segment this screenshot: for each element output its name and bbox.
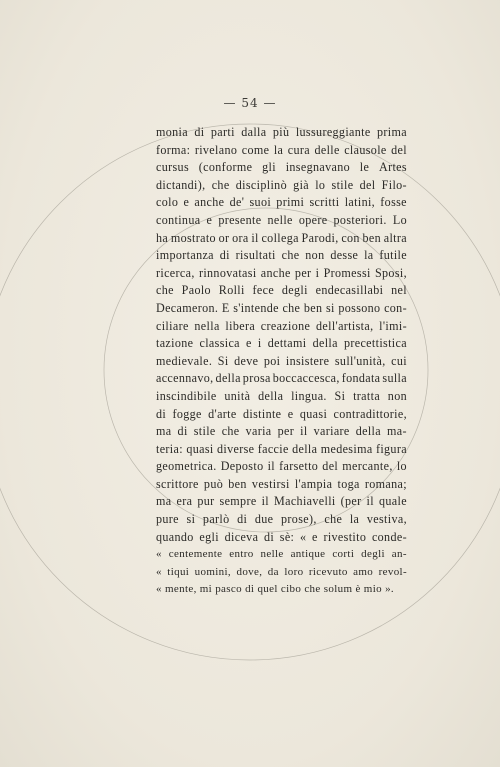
text-line: che Paolo Rolli fece degli endecasillabi nel (156, 283, 407, 298)
text-line: pure si parlò di due prose), che la vestiva, (156, 512, 407, 527)
text-line: di fogge d'arte distinte e quasi contradittorie, (156, 406, 407, 421)
text-line: ha mostrato or ora il collega Parodi, con ben altra (156, 230, 407, 245)
text-line: cursus (conforme gli insegnavano le Artes (156, 160, 407, 175)
page-number: — 54 — (223, 96, 277, 110)
text-line: inscindibile unità della lingua. Si tratta non (156, 388, 407, 403)
text-line: accennavo, della prosa boccaccesca, fondata sulla (156, 371, 407, 386)
text-line: scrittore può ben vestirsi l'ampia toga romana; (156, 476, 407, 491)
text-line: importanza di risultati che non desse la futile (156, 248, 407, 263)
text-line: tazione classica e i dettami della precettistica (156, 336, 407, 351)
text-line: geometrica. Deposto il farsetto del mercante, lo (156, 459, 407, 474)
text-line: quando egli diceva di sè: « e rivestito conde- (156, 529, 407, 544)
quote-line: « centemente entro nelle antique corti degli an- (156, 548, 407, 561)
text-line: teria: quasi diverse faccie della medesima figura (156, 441, 407, 456)
text-line: monia di parti dalla più lussureggiante prima (156, 125, 407, 139)
text-line: forma: rivelano come la cura delle clausole del (156, 142, 407, 157)
text-line: colo e anche de' suoi primi scritti latini, fosse (156, 195, 407, 210)
quote-line: « tiqui uomini, dove, da loro ricevuto amo revol- (156, 565, 407, 578)
text-line: ciliare nella libera creazione dell'artista, l'imi- (156, 318, 407, 333)
text-line: dictandi), che disciplinò già lo stile del Filo- (156, 177, 407, 192)
text-line: ma era pur sempre il Machiavelli (per il quale (156, 494, 407, 509)
text-line: medievale. Si deve poi insistere sull'unità, cui (156, 353, 407, 368)
text-line: Decameron. E s'intende che ben si possono con- (156, 300, 407, 315)
body-text (156, 124, 407, 599)
text-line: ma di stile che varia per il variare della ma- (156, 424, 407, 439)
quote-line: « mente, mi pasco di quel cibo che solum è mio ». (156, 583, 395, 596)
text-line: continua e presente nelle opere posteriori. Lo (156, 212, 407, 227)
text-line: ricerca, rinnovatasi anche per i Promessi Sposi, (156, 265, 407, 280)
